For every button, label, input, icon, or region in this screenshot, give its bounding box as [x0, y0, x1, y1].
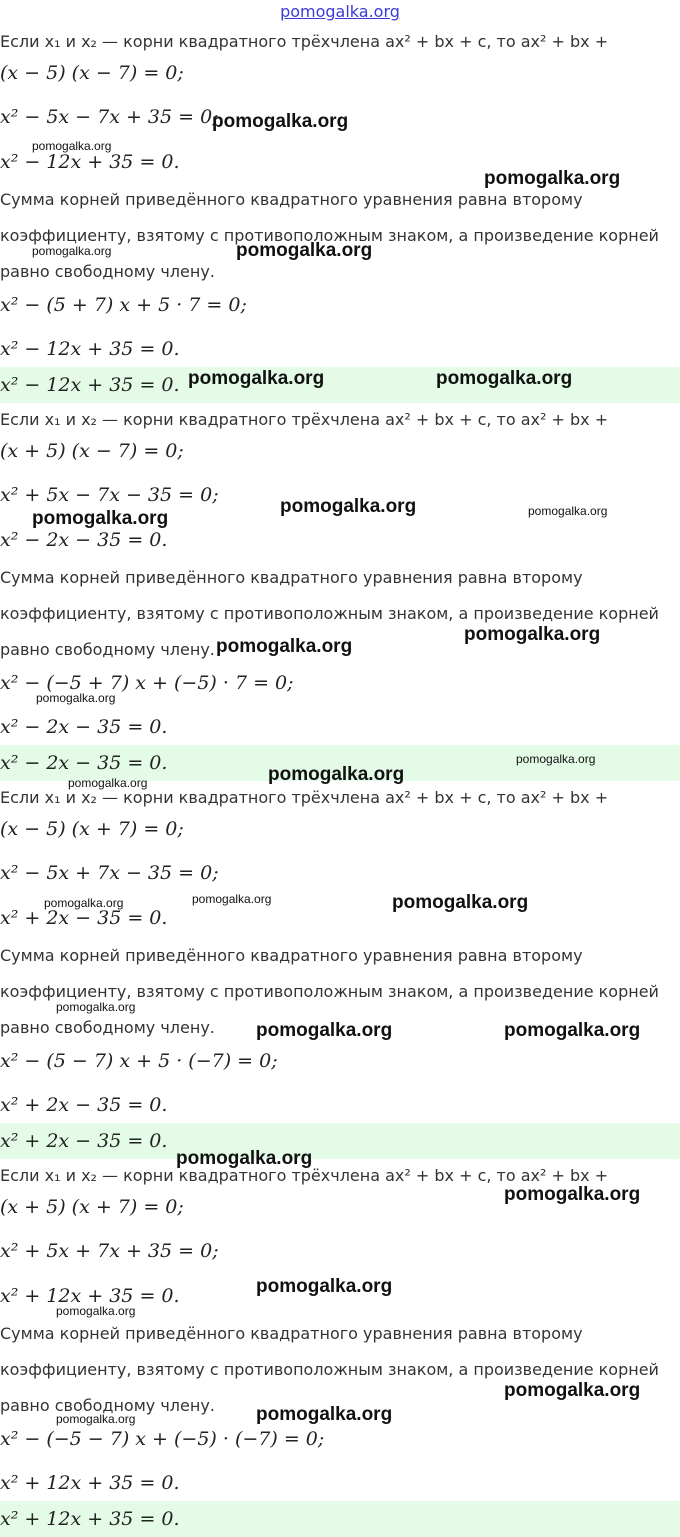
watermark-text: pomogalka.org: [280, 496, 417, 517]
block-intro: Если x₁ и x₂ — корни квадратного трёхчлена ax² + bx + c, то ax² + bx +: [0, 788, 609, 807]
watermark-text: pomogalka.org: [268, 764, 405, 785]
block-simplified: x² − 12x + 35 = 0.: [0, 151, 180, 173]
block-vieta-equation: x² − (5 − 7) x + 5 · (−7) = 0;: [0, 1050, 278, 1072]
watermark-text: pomogalka.org: [256, 1404, 393, 1425]
watermark-text: pomogalka.org: [256, 1020, 393, 1041]
watermark-text: pomogalka.org: [504, 1380, 641, 1401]
watermark-text: pomogalka.org: [56, 1000, 136, 1014]
block-vieta-equation: x² − (−5 + 7) x + (−5) · 7 = 0;: [0, 672, 294, 694]
block-vieta-line1: Сумма корней приведённого квадратного уравнения равна второму: [0, 946, 583, 965]
watermark-text: pomogalka.org: [176, 1148, 313, 1169]
block-intro: Если x₁ и x₂ — корни квадратного трёхчлена ax² + bx + c, то ax² + bx +: [0, 32, 609, 51]
block-factored: (x + 5) (x − 7) = 0;: [0, 440, 184, 462]
watermark-text: pomogalka.org: [32, 139, 112, 153]
watermark-text: pomogalka.org: [56, 1412, 136, 1426]
watermark-text: pomogalka.org: [504, 1020, 641, 1041]
block-vieta-line2: коэффициенту, взятому с противоположным знаком, а произведение корней: [0, 604, 659, 623]
block-factored: (x − 5) (x + 7) = 0;: [0, 818, 184, 840]
watermark-text: pomogalka.org: [484, 168, 621, 189]
watermark-text: pomogalka.org: [192, 892, 272, 906]
block-vieta-line1: Сумма корней приведённого квадратного уравнения равна второму: [0, 568, 583, 587]
watermark-text: pomogalka.org: [516, 752, 596, 766]
answer-box: x² − 12x + 35 = 0.: [0, 367, 680, 403]
answer-box: x² + 2x − 35 = 0.: [0, 1123, 680, 1159]
block-intro: Если x₁ и x₂ — корни квадратного трёхчлена ax² + bx + c, то ax² + bx +: [0, 410, 609, 429]
watermark-text: pomogalka.org: [236, 240, 373, 261]
block-vieta-line2: коэффициенту, взятому с противоположным знаком, а произведение корней: [0, 982, 659, 1001]
block-expansion: x² − 5x + 7x − 35 = 0;: [0, 862, 219, 884]
watermark-text: pomogalka.org: [216, 636, 353, 657]
block-vieta-line3: равно свободному члену.: [0, 640, 215, 659]
watermark-text: pomogalka.org: [504, 1184, 641, 1205]
block-vieta-line2: коэффициенту, взятому с противоположным знаком, а произведение корней: [0, 1360, 659, 1379]
block-expansion: x² − 5x − 7x + 35 = 0;: [0, 106, 219, 128]
watermark-text: pomogalka.org: [44, 896, 124, 910]
block-vieta-line3: равно свободному члену.: [0, 262, 215, 281]
block-vieta-equation: x² − (−5 − 7) x + (−5) · (−7) = 0;: [0, 1428, 325, 1450]
block-vieta-line3: равно свободному члену.: [0, 1396, 215, 1415]
block-vieta-result: x² − 12x + 35 = 0.: [0, 338, 180, 360]
watermark-text: pomogalka.org: [56, 1304, 136, 1318]
block-vieta-result: x² + 2x − 35 = 0.: [0, 1094, 168, 1116]
watermark-text: pomogalka.org: [36, 691, 116, 705]
watermark-text: pomogalka.org: [528, 504, 608, 518]
block-factored: (x + 5) (x + 7) = 0;: [0, 1196, 184, 1218]
block-vieta-line2: коэффициенту, взятому с противоположным знаком, а произведение корней: [0, 226, 659, 245]
watermark-text: pomogalka.org: [212, 111, 349, 132]
block-vieta-equation: x² − (5 + 7) x + 5 · 7 = 0;: [0, 294, 247, 316]
block-expansion: x² + 5x + 7x + 35 = 0;: [0, 1240, 219, 1262]
watermark-text: pomogalka.org: [392, 892, 529, 913]
block-simplified: x² + 2x − 35 = 0.: [0, 907, 168, 929]
block-vieta-result: x² + 12x + 35 = 0.: [0, 1472, 180, 1494]
block-vieta-line1: Сумма корней приведённого квадратного уравнения равна второму: [0, 1324, 583, 1343]
watermark-text: pomogalka.org: [256, 1276, 393, 1297]
watermark-text: pomogalka.org: [68, 776, 148, 790]
block-simplified: x² + 12x + 35 = 0.: [0, 1285, 180, 1307]
block-factored: (x − 5) (x − 7) = 0;: [0, 62, 184, 84]
site-header-link[interactable]: pomogalka.org: [280, 2, 400, 21]
watermark-text: pomogalka.org: [32, 244, 112, 258]
block-intro: Если x₁ и x₂ — корни квадратного трёхчлена ax² + bx + c, то ax² + bx +: [0, 1166, 609, 1185]
block-simplified: x² − 2x − 35 = 0.: [0, 529, 168, 551]
watermark-text: pomogalka.org: [436, 368, 573, 389]
block-expansion: x² + 5x − 7x − 35 = 0;: [0, 484, 219, 506]
block-vieta-line1: Сумма корней приведённого квадратного уравнения равна второму: [0, 190, 583, 209]
block-vieta-line3: равно свободному члену.: [0, 1018, 215, 1037]
watermark-text: pomogalka.org: [32, 508, 169, 529]
answer-box: x² + 12x + 35 = 0.: [0, 1501, 680, 1537]
block-vieta-result: x² − 2x − 35 = 0.: [0, 716, 168, 738]
watermark-text: pomogalka.org: [464, 624, 601, 645]
answer-box: x² − 2x − 35 = 0.: [0, 745, 680, 781]
watermark-text: pomogalka.org: [188, 368, 325, 389]
